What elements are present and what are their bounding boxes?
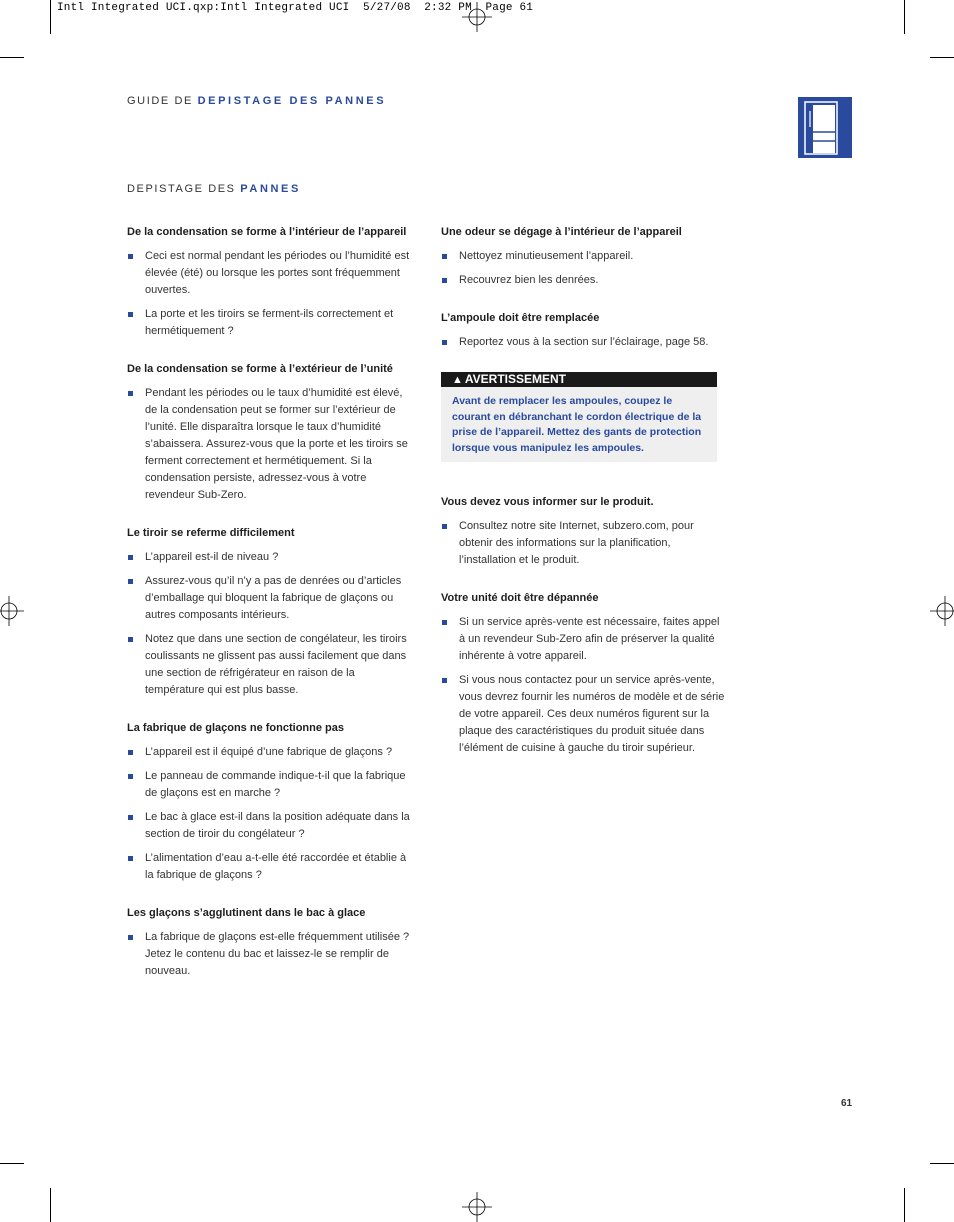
square-bullet-icon [442,620,447,625]
list-item [127,929,417,980]
list-item-text: L’appareil est-il de niveau ? [145,551,279,563]
square-bullet-icon [442,254,447,259]
header-highlight: DEPISTAGE DES PANNES [197,95,387,107]
warning-triangle-icon: ▲ [452,374,463,386]
answer-list [441,248,726,289]
page-number: 61 [841,1098,853,1109]
crop-mark [50,1188,51,1222]
square-bullet-icon [128,856,133,861]
warning-box [441,372,717,462]
list-item-text: L’appareil est il équipé d’une fabrique de glaçons ? [145,746,393,758]
square-bullet-icon [128,254,133,259]
square-bullet-icon [128,774,133,779]
square-bullet-icon [128,579,133,584]
crop-mark [930,57,954,58]
troubleshoot-block [127,361,417,504]
question-heading: Les glaçons s’agglutinent dans le bac à glace [127,907,366,919]
square-bullet-icon [442,278,447,283]
list-item-text: La porte et les tiroirs se ferment-ils correctement et hermétiquement ? [145,308,394,337]
list-item [441,334,726,351]
crop-mark [904,1188,905,1222]
square-bullet-icon [442,678,447,683]
list-item-text: Notez que dans une section de congélateur, les tiroirs coulissants ne glissent pas aussi facilement que dans une section de réfrigérateur en raison de la température qui est plus basse. [145,633,407,696]
question-heading: La fabrique de glaçons ne fonctionne pas [127,722,344,734]
list-item [441,614,726,665]
square-bullet-icon [442,340,447,345]
list-item [127,549,417,566]
list-item [127,385,417,504]
list-item [127,809,417,843]
registration-mark-icon [462,2,492,32]
list-item-text: Reportez vous à la section sur l’éclairage, page 58. [459,336,709,348]
answer-list [441,518,726,569]
square-bullet-icon [128,312,133,317]
section-highlight: PANNES [240,183,301,195]
warning-body: Avant de remplacer les ampoules, coupez le courant en débranchant le cordon électrique de la prise de l’appareil. Mettez des gants de protection lorsque vous manipulez les ampoules. [452,395,702,454]
question-heading: Le tiroir se referme difficilement [127,527,295,539]
troubleshoot-block [441,310,726,351]
list-item-text: Ceci est normal pendant les périodes ou l’humidité est élevée (été) ou lorsque les portes sont fréquemment ouvertes. [145,250,410,296]
registration-mark-icon [462,1192,492,1222]
left-column [127,224,417,1001]
square-bullet-icon [128,815,133,820]
list-item [441,672,726,757]
question-heading: L’ampoule doit être remplacée [441,312,600,324]
crop-mark [930,1163,954,1164]
answer-list [441,334,726,351]
question-heading: De la condensation se forme à l’intérieur de l’appareil [127,226,407,238]
print-slug: Intl Integrated UCI.qxp:Intl Integrated UCI 5/27/08 2:32 PM Page 61 [57,2,534,14]
crop-mark [0,57,24,58]
crop-mark [0,1163,24,1164]
list-item [441,272,726,289]
list-item-text: Le bac à glace est-il dans la position adéquate dans la section de tiroir du congélateur ? [145,811,410,840]
question-heading: Vous devez vous informer sur le produit. [441,496,654,508]
troubleshoot-block [127,905,417,980]
list-item-text: Recouvrez bien les denrées. [459,274,599,286]
square-bullet-icon [128,391,133,396]
list-item [127,631,417,699]
question-heading: Une odeur se dégage à l’intérieur de l’appareil [441,226,682,238]
warning-title [441,372,717,387]
troubleshoot-block [441,590,726,757]
answer-list [127,929,417,980]
list-item [441,248,726,265]
list-item-text: Assurez-vous qu’il n’y a pas de denrées ou d’articles d’emballage qui bloquent la fabrique de glaçons ou autres composants intérieurs. [145,575,402,621]
list-item-text: Nettoyez minutieusement l’appareil. [459,250,634,262]
warning-title-text: AVERTISSEMENT [464,372,567,386]
list-item [127,248,417,299]
troubleshoot-block [127,525,417,699]
section-prefix: DEPISTAGE DES [127,183,236,195]
list-item [127,850,417,884]
troubleshoot-block [127,224,417,340]
list-item-text: Si un service après-vente est nécessaire, faites appel à un revendeur Sub-Zero afin de préserver la qualité inhérente à votre appareil. [459,616,720,662]
registration-mark-icon [0,596,24,626]
question-heading: De la condensation se forme à l’extérieur de l’unité [127,363,393,375]
answer-list [127,744,417,884]
troubleshoot-block [441,224,726,289]
list-item-text: Pendant les périodes ou le taux d’humidité est élevé, de la condensation peut se former sur l’extérieur de l’unité. Elle disparaîtra lorsque le taux d’humidité s’abaissera. Assurez-vous que la porte et les tiroirs se ferment correctement et hermétiquement. Si la condensation persiste, adressez-vous à votre revendeur Sub-Zero. [145,387,408,501]
header-prefix: GUIDE DE [127,95,193,107]
question-heading: Votre unité doit être dépannée [441,592,599,604]
answer-list [441,614,726,757]
troubleshoot-block [441,494,726,569]
list-item [127,744,417,761]
section-title [127,183,301,195]
refrigerator-logo-icon [798,97,852,158]
square-bullet-icon [128,750,133,755]
square-bullet-icon [128,935,133,940]
crop-mark [50,0,51,34]
registration-mark-icon [930,596,954,626]
troubleshoot-block [127,720,417,884]
list-item-text: La fabrique de glaçons est-elle fréquemment utilisée ? Jetez le contenu du bac et laissez-le se remplir de nouveau. [145,931,410,977]
crop-mark [904,0,905,34]
list-item-text: Le panneau de commande indique-t-il que la fabrique de glaçons est en marche ? [145,770,406,799]
list-item-text: L’alimentation d’eau a-t-elle été raccordée et établie à la fabrique de glaçons ? [145,852,407,881]
list-item [127,573,417,624]
list-item-text: Si vous nous contactez pour un service après-vente, vous devrez fournir les numéros de modèle et de série de votre appareil. Ces deux numéros figurent sur la plaque des caractéristiques du produit située dans l’élément de cuisine à gauche du tiroir supérieur. [459,674,725,754]
square-bullet-icon [128,637,133,642]
answer-list [127,385,417,504]
list-item [127,768,417,802]
list-item [441,518,726,569]
square-bullet-icon [442,524,447,529]
answer-list [127,549,417,699]
square-bullet-icon [128,555,133,560]
list-item [127,306,417,340]
page-header [127,95,386,107]
answer-list [127,248,417,340]
right-column [441,224,726,778]
list-item-text: Consultez notre site Internet, subzero.com, pour obtenir des informations sur la planification, l’installation et le produit. [459,520,694,566]
